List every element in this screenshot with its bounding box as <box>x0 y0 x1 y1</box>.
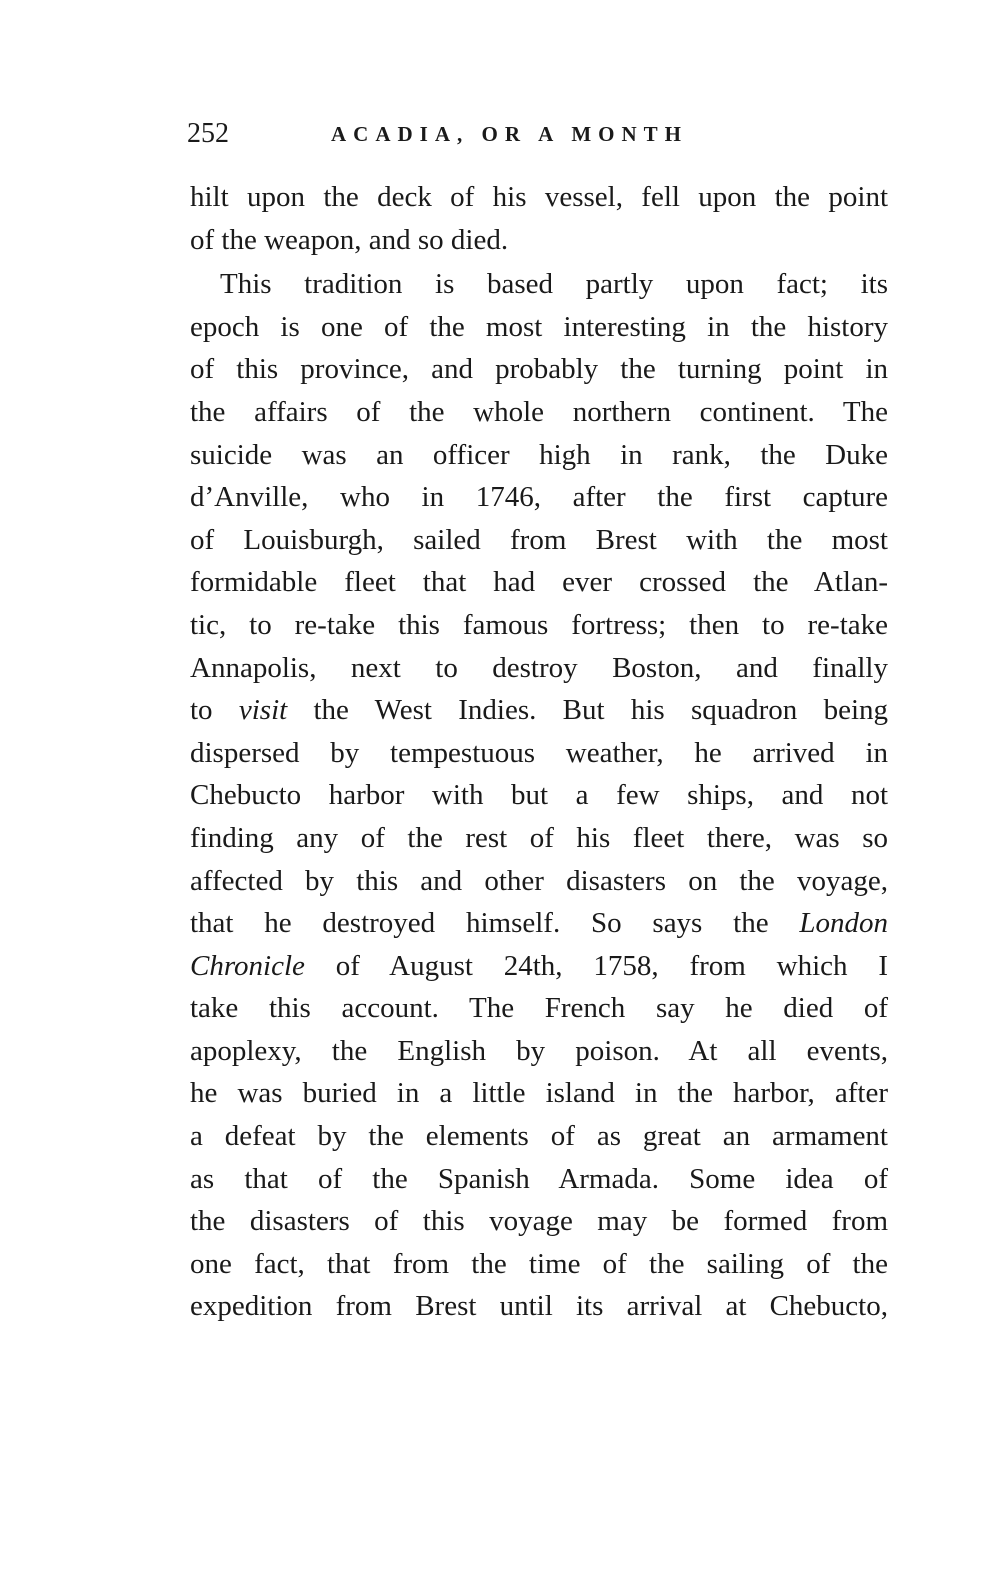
text-line: apoplexy, the English by poison. At all events, <box>190 1034 888 1067</box>
text-line: that he destroyed himself. So says the London <box>190 907 888 940</box>
text-line: tic, to re-take this famous fortress; then to re-take <box>190 608 888 641</box>
text-line: epoch is one of the most interesting in the history <box>190 310 888 343</box>
text-line: the disasters of this voyage may be formed from <box>190 1205 888 1238</box>
text-line: one fact, that from the time of the sailing of the <box>190 1247 888 1280</box>
text-line: This tradition is based partly upon fact; its <box>220 268 888 301</box>
italic-text: London <box>799 907 888 940</box>
text-line: take this account. The French say he died of <box>190 992 888 1025</box>
text-line: of the weapon, and so died. <box>190 223 509 256</box>
text-line: dispersed by tempestuous weather, he arrived in <box>190 736 888 769</box>
text-line: finding any of the rest of his fleet there, was so <box>190 821 888 854</box>
text-line: suicide was an officer high in rank, the Duke <box>190 438 888 471</box>
text-line: Chronicle of August 24th, 1758, from which I <box>190 949 888 982</box>
text-line: d’Anville, who in 1746, after the first capture <box>190 481 888 514</box>
running-title: ACADIA, OR A MONTH <box>331 122 689 146</box>
page-number: 252 <box>187 118 229 149</box>
text-line: Chebucto harbor with but a few ships, and not <box>190 779 888 812</box>
italic-text: Chronicle <box>190 949 305 982</box>
text-line: a defeat by the elements of as great an armament <box>190 1120 888 1153</box>
italic-text: visit <box>238 694 288 727</box>
text-line: as that of the Spanish Armada. Some idea of <box>190 1162 888 1195</box>
text-line: of Louisburgh, sailed from Brest with the most <box>190 523 888 556</box>
text-line: to visit the West Indies. But his squadron being <box>190 694 889 727</box>
body-text <box>190 176 888 1328</box>
text-line: formidable fleet that had ever crossed the Atlan- <box>190 566 888 599</box>
text-line: expedition from Brest until its arrival at Chebucto, <box>190 1290 888 1323</box>
text-line: affected by this and other disasters on the voyage, <box>190 864 888 897</box>
text-line: Annapolis, next to destroy Boston, and finally <box>190 651 888 684</box>
text-line: hilt upon the deck of his vessel, fell upon the point <box>190 181 888 213</box>
text-line: he was buried in a little island in the harbor, after <box>190 1077 888 1110</box>
text-line: of this province, and probably the turning point in <box>190 353 888 386</box>
text-line: the affairs of the whole northern continent. The <box>190 395 888 428</box>
running-head <box>187 118 887 158</box>
